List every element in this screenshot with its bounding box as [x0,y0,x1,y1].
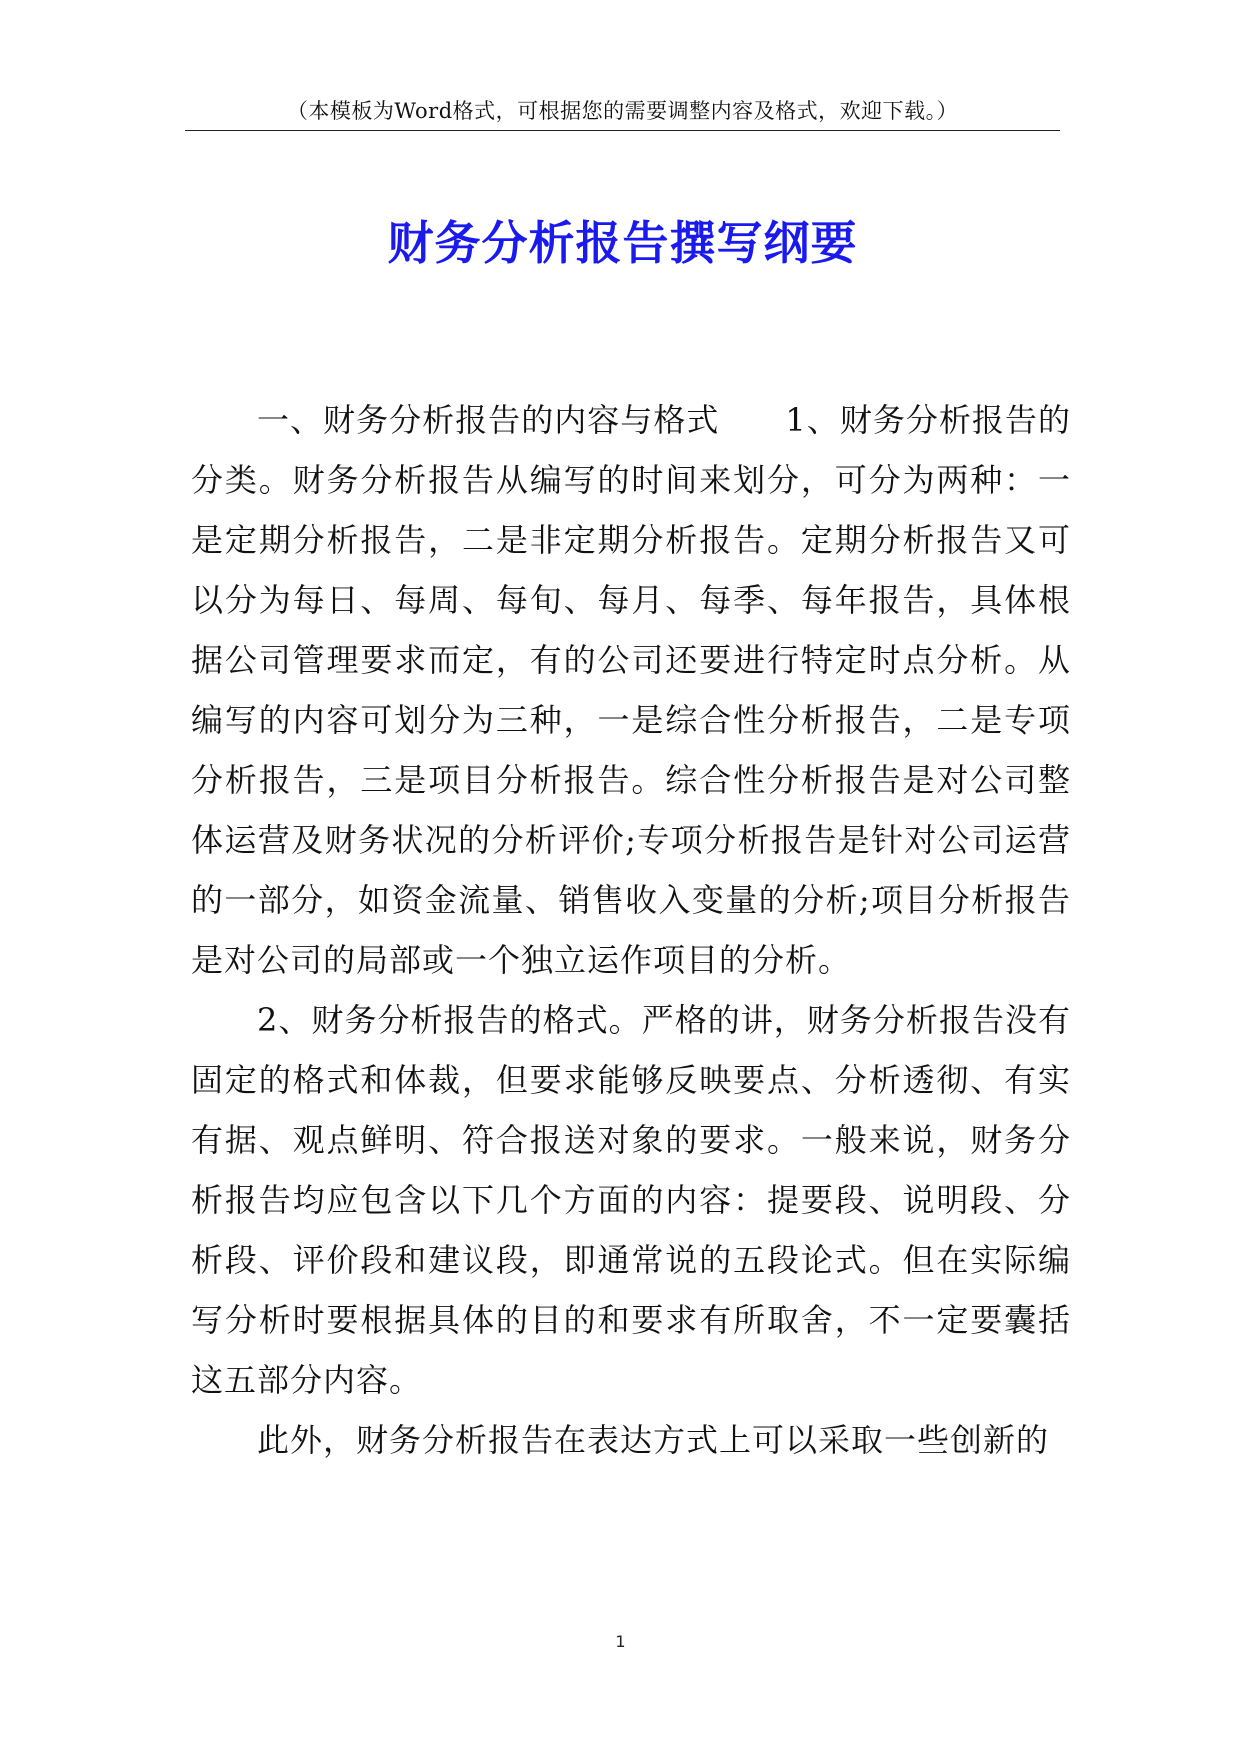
paragraph-3: 此外，财务分析报告在表达方式上可以采取一些创新的 [257,1421,1050,1459]
page-number: 1 [615,1632,626,1651]
document-body [191,390,1071,1470]
document-title: 财务分析报告撰写纲要 [387,216,858,270]
header-divider [185,130,1060,131]
paragraph-1: 一、财务分析报告的内容与格式 1、财务分析报告的分类。财务分析报告从编写的时间来划分，可分为两种：一是定期分析报告，二是非定期分析报告。定期分析报告又可以分为每日、每周、每旬、每月、每季、每年报告，具体根据公司管理要求而定，有的公司还要进行特定时点分析。从编写的内容可划分为三种，一是综合性分析报告，二是专项分析报告，三是项目分析报告。综合性分析报告是对公司整体运营及财务状况的分析评价;专项分析报告是针对公司运营的一部分，如资金流量、销售收入变量的分析;项目分析报告是对公司的局部或一个独立运作项目的分析。 [191,401,1071,979]
paragraph-2: 2、财务分析报告的格式。严格的讲，财务分析报告没有固定的格式和体裁，但要求能够反映要点、分析透彻、有实有据、观点鲜明、符合报送对象的要求。一般来说，财务分析报告均应包含以下几个方面的内容：提要段、说明段、分析段、评价段和建议段，即通常说的五段论式。但在实际编写分析时要根据具体的目的和要求有所取舍，不一定要囊括这五部分内容。 [191,1001,1071,1399]
header-note: （本模板为Word格式，可根据您的需要调整内容及格式，欢迎下载。） [286,99,959,123]
